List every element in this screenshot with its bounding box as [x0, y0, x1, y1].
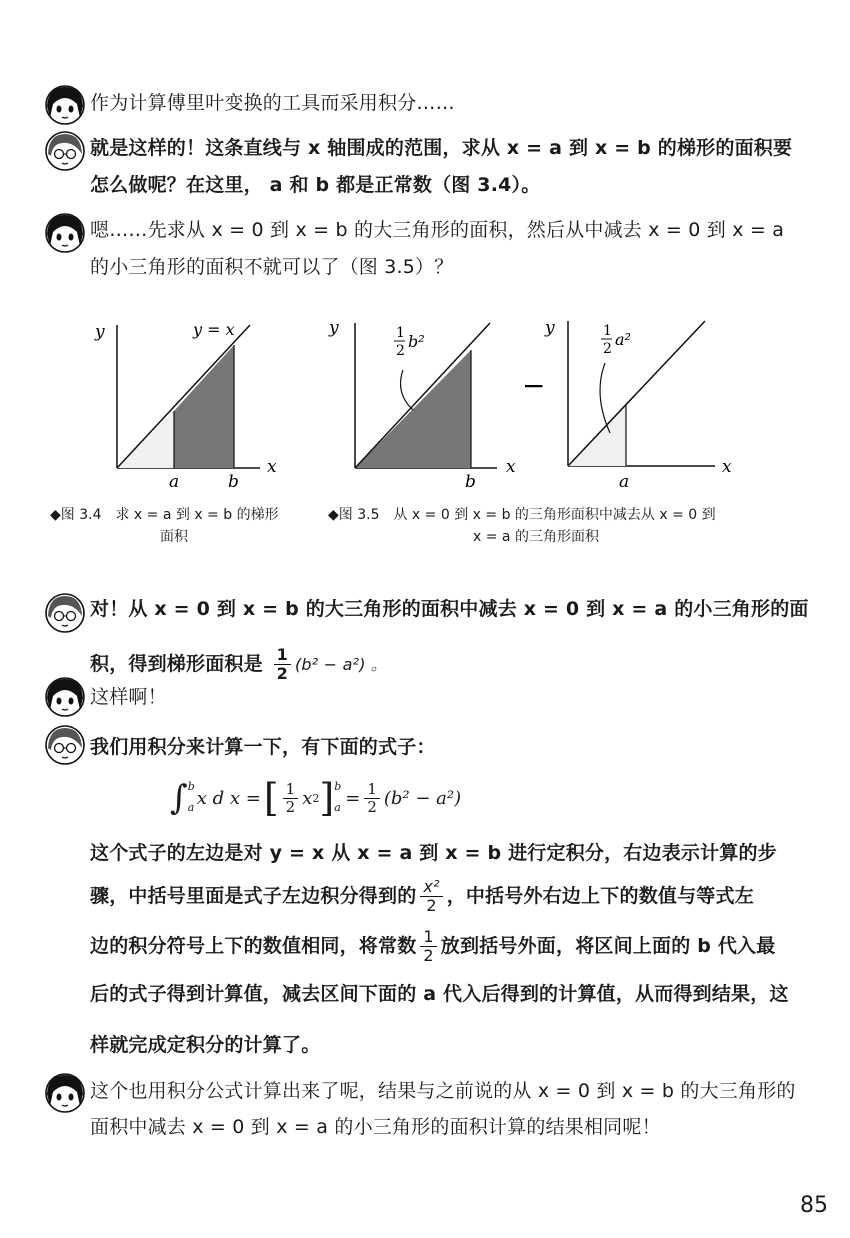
- dialogue-line: 就是这样的！这条直线与 x 轴围成的范围，求从 x = a 到 x = b 的梯形的面积要: [90, 137, 793, 159]
- tick-b: b: [228, 472, 239, 490]
- figure-caption: x = a 的三角形面积: [473, 529, 599, 545]
- fraction: [420, 928, 436, 964]
- dialogue-line: 我们用积分来计算一下，有下面的式子：: [90, 736, 436, 758]
- explanation-text: 放到括号外面，将区间上面的 b 代入最: [440, 935, 776, 957]
- axis-label-y: y: [329, 318, 339, 338]
- tick-b: b: [465, 472, 476, 490]
- axis-label-x: x: [267, 457, 277, 477]
- label-frac-num: 1: [603, 323, 612, 339]
- dialogue-line: 嗯……先求从 x = 0 到 x = b 的大三角形的面积，然后从中减去 x = 0 到 x = a: [90, 219, 785, 241]
- fraction-den: 2: [423, 946, 434, 965]
- dialogue-line: 这样啊！: [90, 686, 167, 708]
- formula-fraction: [283, 781, 299, 815]
- explanation-line: 这个式子的左边是对 y = x 从 x = a 到 x = b 进行定积分，右边表示计算的步: [90, 842, 777, 864]
- axis-label-x: x: [722, 457, 732, 477]
- integral-lower: a: [187, 801, 195, 814]
- formula-equals: =: [345, 787, 361, 809]
- label-term: b²: [408, 332, 425, 351]
- trapezoid-shaded: [174, 345, 234, 468]
- teacher-avatar-icon: [44, 592, 86, 634]
- fraction-num: 1: [364, 781, 380, 799]
- figure-3-5-big-triangle: [328, 318, 516, 490]
- girl-avatar-icon: [44, 84, 86, 126]
- bracket-upper: b: [334, 780, 342, 794]
- dialogue-text: 积，得到梯形面积是: [90, 653, 263, 675]
- integral-sign: ∫: [170, 778, 188, 818]
- figure-3-4: [94, 320, 277, 490]
- explanation-text: ，中括号外右边上下的数值与等式左: [446, 885, 754, 907]
- integral-formula: ∫ b a x d x = [ $\frac{1}{2}$ x 2 ] b a = $\frac{1}{2}$ (b² − a²): [170, 776, 462, 820]
- axis-label-y: y: [95, 322, 105, 342]
- label-frac-den: 2: [603, 341, 612, 357]
- fraction: [274, 646, 291, 682]
- fraction-num: 1: [420, 928, 436, 947]
- fraction-den: 2: [367, 797, 377, 816]
- fraction-num: x²: [420, 878, 442, 897]
- dialogue-line: 这个也用积分公式计算出来了呢，结果与之前说的从 x = 0 到 x = b 的大三角形的: [90, 1080, 796, 1102]
- dialogue-line: 怎么做呢？在这里， a 和 b 都是正常数（图 3.4）。: [90, 174, 541, 196]
- teacher-avatar-icon: [44, 724, 86, 766]
- girl-avatar-icon: [44, 676, 86, 718]
- dialogue-line: 对！从 x = 0 到 x = b 的大三角形的面积中减去 x = 0 到 x = a 的小三角形的面: [90, 598, 809, 620]
- line-label: y = x: [193, 320, 235, 339]
- label-frac-den: 2: [396, 343, 405, 359]
- dialogue-line: 的小三角形的面积不就可以了（图 3.5）？: [90, 256, 454, 278]
- formula-sup: 2: [312, 791, 320, 805]
- explanation-line: 后的式子得到计算值，减去区间下面的 a 代入后得到的计算值，从而得到结果，这: [90, 983, 789, 1005]
- fraction: [420, 878, 442, 914]
- dialogue-line: 面积中减去 x = 0 到 x = a 的小三角形的面积计算的结果相同呢！: [90, 1116, 661, 1138]
- figure-caption: ◆图 3.4 求 x = a 到 x = b 的梯形: [50, 507, 279, 523]
- formula-term: x: [302, 787, 313, 809]
- bracket-lower: a: [334, 801, 341, 814]
- tick-a: a: [169, 472, 180, 490]
- explanation-text: 骤，中括号里面是式子左边积分得到的: [90, 885, 417, 907]
- formula-rhs: (b² − a²): [383, 787, 462, 809]
- explanation-line: 样就完成定积分的计算了。: [90, 1034, 321, 1056]
- girl-avatar-icon: [44, 1072, 86, 1114]
- explanation-text: 边的积分符号上下的数值相同，将常数: [90, 935, 417, 957]
- figure-3-5-small-triangle: [544, 318, 732, 490]
- dialogue-line-with-fraction: [90, 644, 387, 685]
- axis-label-y: y: [545, 318, 555, 338]
- label-term: a²: [615, 330, 631, 349]
- label-frac-num: 1: [396, 325, 405, 341]
- fraction-num: 1: [274, 646, 291, 665]
- minus-sign: −: [522, 369, 546, 402]
- explanation-line: [90, 876, 754, 916]
- fraction-tail: (b² − a²) 。: [294, 655, 388, 674]
- figure-caption: 面积: [160, 529, 188, 545]
- explanation-line: [90, 926, 775, 966]
- formula-fraction: [364, 781, 380, 815]
- fraction-den: 2: [276, 664, 288, 683]
- dialogue-line: 作为计算傅里叶变换的工具而采用积分……: [90, 92, 455, 114]
- tick-a: a: [619, 472, 630, 490]
- axis-label-x: x: [506, 457, 516, 477]
- teacher-avatar-icon: [44, 130, 86, 172]
- integral-upper: b: [187, 780, 195, 794]
- fraction-den: 2: [285, 797, 296, 816]
- figures-panel: [85, 315, 785, 490]
- fraction-den: 2: [426, 896, 437, 915]
- girl-avatar-icon: [44, 212, 86, 254]
- integrand: x d x =: [196, 787, 261, 809]
- fraction-num: 1: [283, 781, 299, 799]
- page-number: 85: [800, 1193, 828, 1218]
- figure-caption: ◆图 3.5 从 x = 0 到 x = b 的三角形面积中减去从 x = 0 到: [328, 507, 716, 523]
